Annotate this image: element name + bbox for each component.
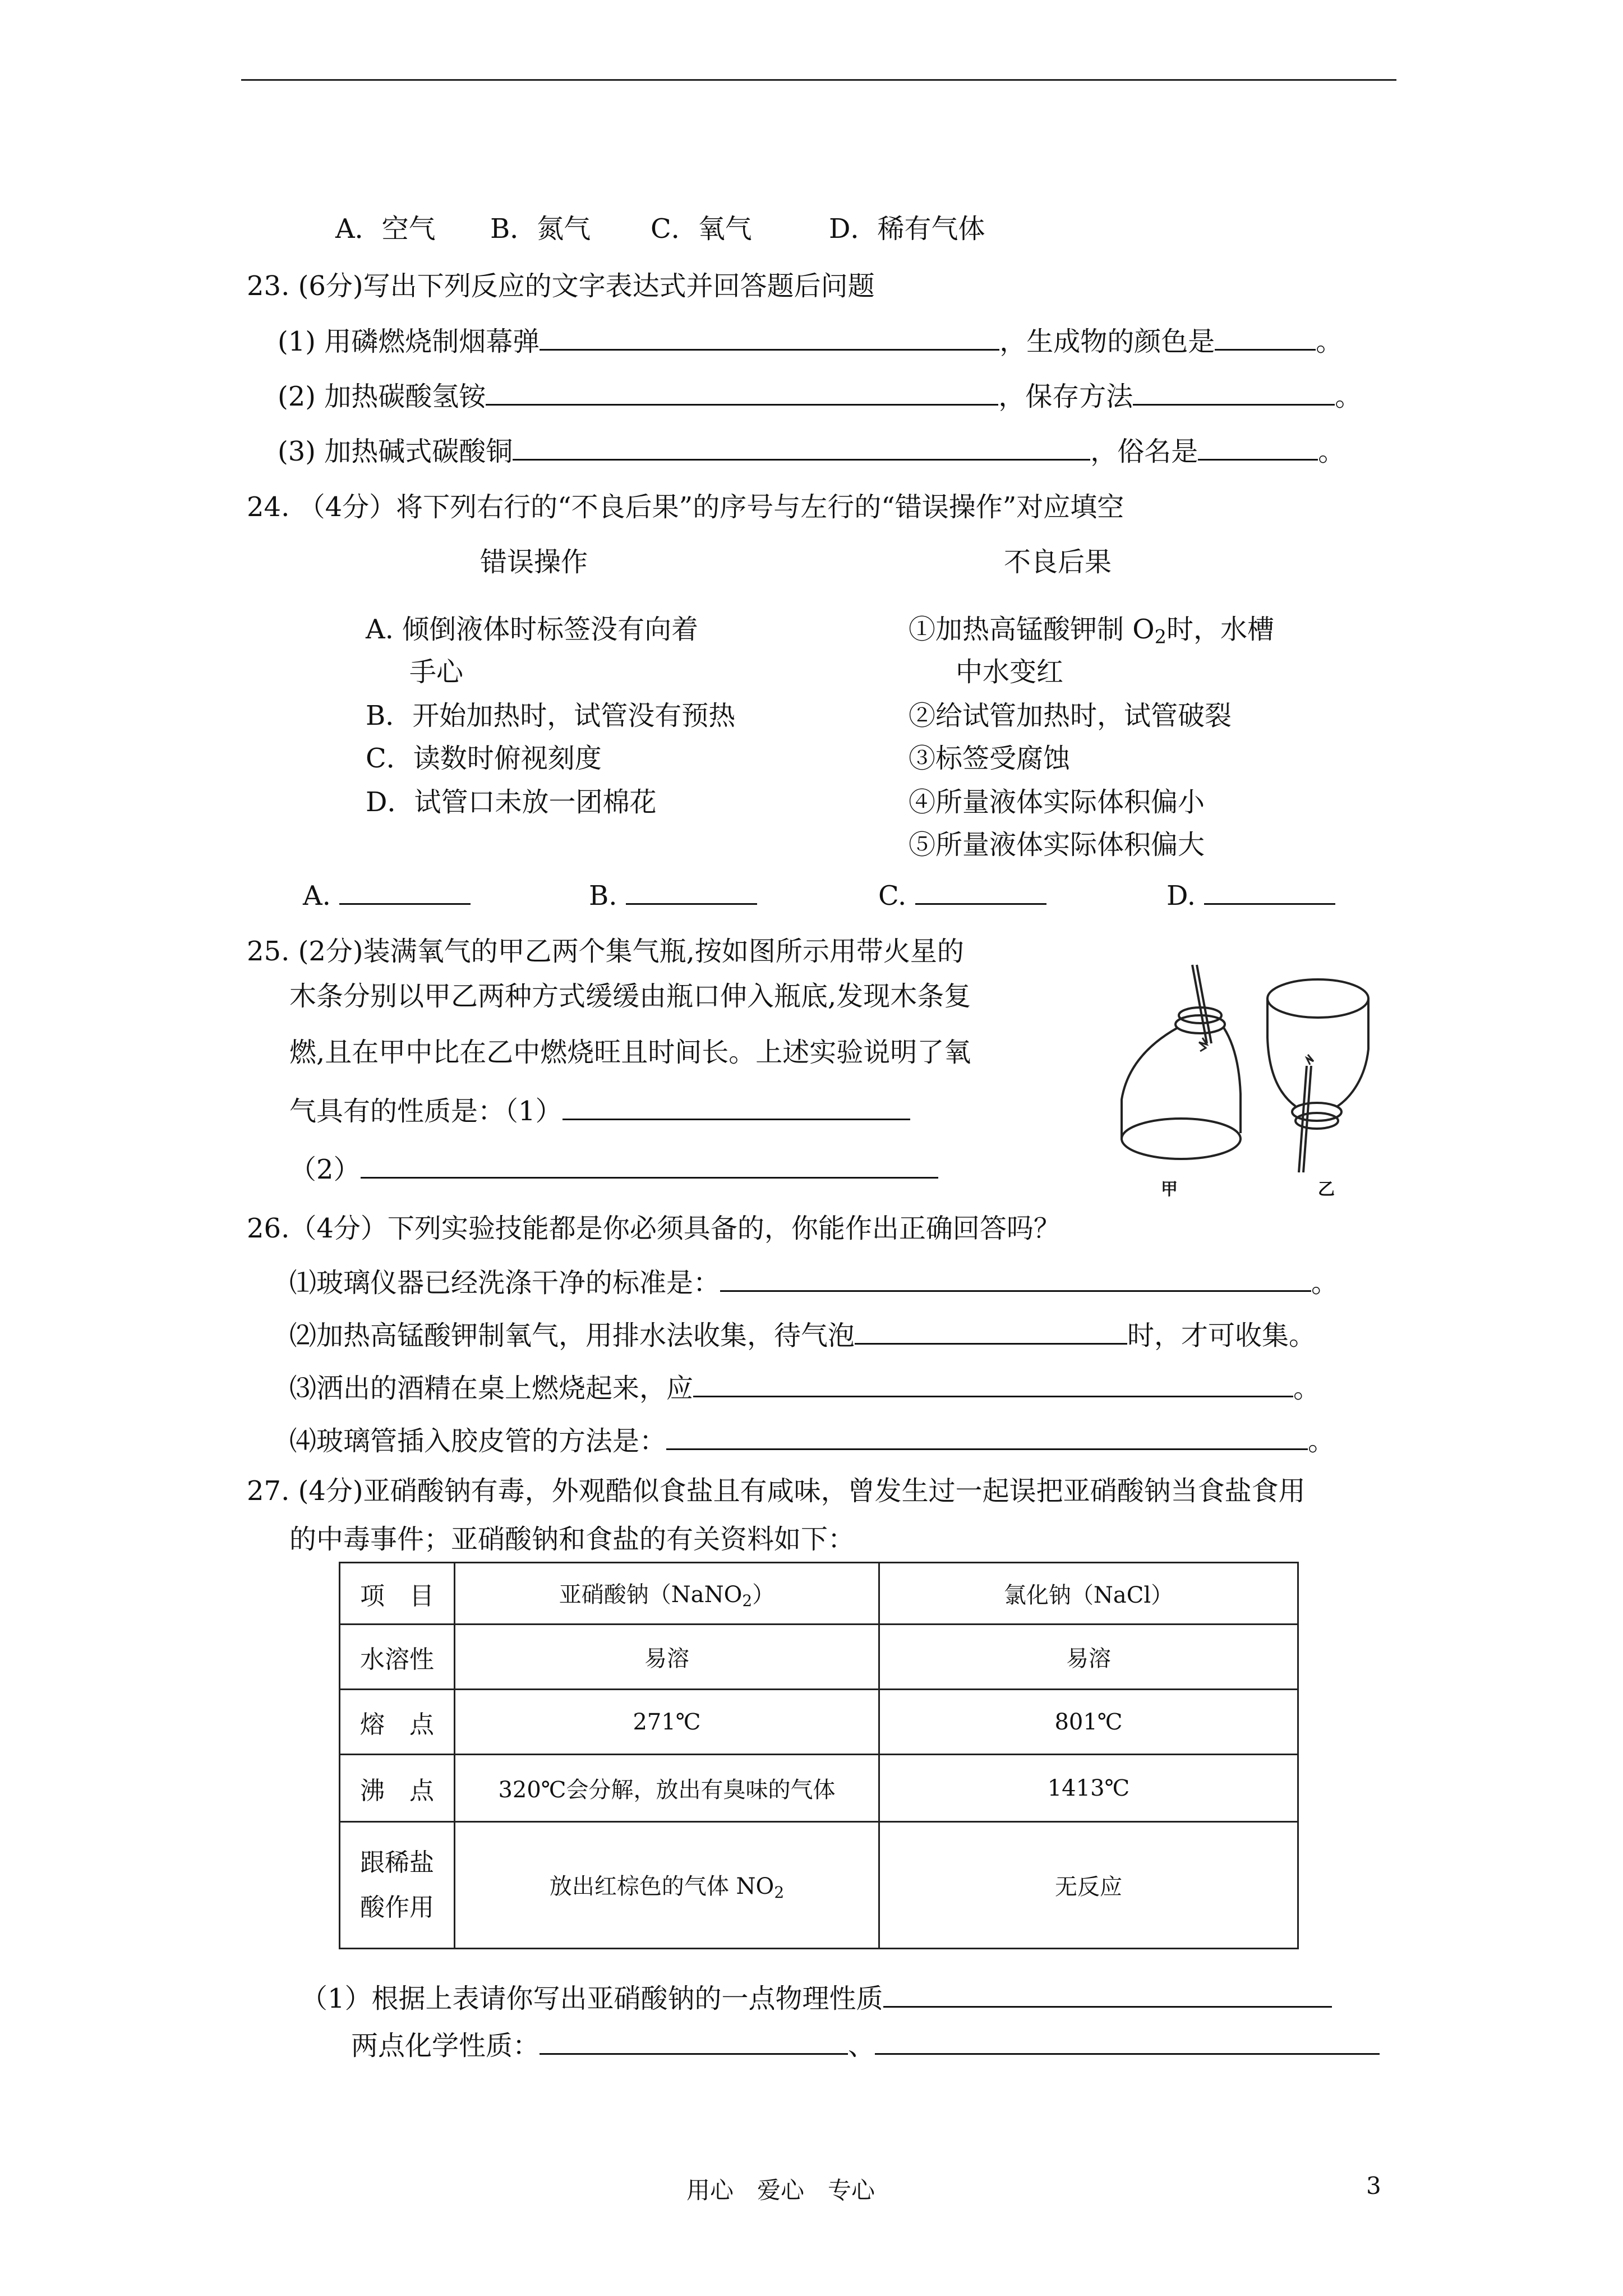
answer-blank[interactable] — [720, 1264, 1311, 1292]
answer-blank[interactable] — [1204, 877, 1335, 905]
q24-stem: 24. （4分）将下列右行的“不良后果”的序号与左行的“错误操作”对应填空 — [247, 491, 1124, 523]
answer-blank[interactable] — [540, 2027, 848, 2055]
table-row — [340, 1690, 1298, 1755]
footer-motto: 用心 爱心 专心 — [686, 2177, 875, 2204]
q22-option-d: D．稀有气体 — [829, 213, 985, 245]
answer-blank[interactable] — [562, 1093, 910, 1120]
q23-item-1: (1) 用磷燃烧制烟幕弹 ，生成物的颜色是 。 — [278, 323, 1343, 360]
answer-blank[interactable] — [1133, 378, 1335, 406]
table-cell: 271℃ — [455, 1690, 879, 1755]
q26-stem: 26.（4分）下列实验技能都是你必须具备的，你能作出正确回答吗？ — [247, 1213, 1061, 1244]
q24-right-header: 不良后果 — [1004, 546, 1112, 578]
q25-line: 气具有的性质是：（1） — [289, 1093, 910, 1129]
table-cell: 氯化钠（NaCl） — [879, 1563, 1298, 1625]
q27-line: 27. (4分)亚硝酸钠有毒，外观酷似食盐且有咸味，曾发生过一起误把亚硝酸钠当食盐食用 — [247, 1475, 1306, 1507]
q24-left-item: A. 倾倒液体时标签没有向着 — [366, 614, 699, 645]
table-cell: 易溶 — [879, 1625, 1298, 1690]
table-cell: 沸 点 — [340, 1755, 455, 1822]
answer-blank[interactable] — [1198, 433, 1318, 461]
table-cell: 320℃会分解，放出有臭味的气体 — [455, 1755, 879, 1822]
answer-blank[interactable] — [855, 1317, 1127, 1345]
answer-blank[interactable] — [626, 877, 757, 905]
q25-line: 25. (2分)装满氧气的甲乙两个集气瓶,按如图所示用带火星的 — [247, 936, 964, 967]
q26-item-3: ⑶洒出的酒精在桌上燃烧起来，应 。 — [289, 1370, 1320, 1406]
q22-option-a: A．空气 — [335, 213, 436, 245]
table-row — [340, 1625, 1298, 1690]
table-cell: 易溶 — [455, 1625, 879, 1690]
gas-jar-left — [1122, 965, 1241, 1159]
q24-right-item: ①加热高锰酸钾制 $O_2$时，水槽 — [909, 614, 1275, 648]
table-cell: 1413℃ — [879, 1755, 1298, 1822]
q24-right-item: ②给试管加热时，试管破裂 — [909, 700, 1232, 731]
q24-left-item: B．开始加热时，试管没有预热 — [366, 700, 736, 731]
nitrite-salt-table — [339, 1562, 1299, 1949]
answer-blank[interactable] — [693, 1370, 1293, 1397]
table-cell: 项 目 — [340, 1563, 455, 1625]
q26-item-1: ⑴玻璃仪器已经洗涤干净的标准是： 。 — [289, 1264, 1338, 1301]
figure-label-yi: 乙 — [1318, 1180, 1335, 1199]
q22-option-c: C．氧气 — [651, 213, 752, 245]
q22-option-b: B．氮气 — [490, 213, 591, 245]
table-row — [340, 1822, 1298, 1949]
answer-blank[interactable] — [540, 323, 999, 351]
answer-blank[interactable] — [513, 433, 1090, 461]
q27-sub1: （1）根据上表请你写出亚硝酸钠的一点物理性质 — [301, 1980, 1332, 2017]
table-cell: 无反应 — [879, 1822, 1298, 1949]
table-row — [340, 1563, 1298, 1625]
table-cell: 放出红棕色的气体 $NO_2$ — [455, 1822, 879, 1949]
q24-right-item: ③标签受腐蚀 — [909, 743, 1071, 774]
answer-blank[interactable] — [1215, 323, 1316, 351]
answer-blank[interactable] — [666, 1423, 1308, 1450]
q24-right-item: 中水变红 — [956, 656, 1064, 688]
q24-answer-c: C. — [878, 877, 1046, 914]
q24-right-item: ⑤所量液体实际体积偏大 — [909, 829, 1205, 861]
answer-blank[interactable] — [875, 2027, 1380, 2055]
answer-blank[interactable] — [915, 877, 1046, 905]
q24-answer-d: D. — [1166, 877, 1335, 914]
q26-item-2: ⑵加热高锰酸钾制氧气，用排水法收集，待气泡 时，才可收集。 — [289, 1317, 1316, 1354]
q27-line: 的中毒事件；亚硝酸钠和食盐的有关资料如下： — [289, 1524, 855, 1555]
q24-answer-b: B. — [589, 877, 757, 914]
q26-item-4: ⑷玻璃管插入胶皮管的方法是： 。 — [289, 1423, 1335, 1459]
figure-label-jia: 甲 — [1161, 1180, 1178, 1199]
table-row — [340, 1755, 1298, 1822]
answer-blank[interactable] — [361, 1151, 938, 1179]
header-rule — [241, 79, 1396, 81]
gas-jar-right — [1267, 979, 1368, 1172]
table-cell: 水溶性 — [340, 1625, 455, 1690]
q25-line: （2） — [289, 1151, 938, 1188]
q24-left-item: 手心 — [409, 656, 464, 688]
q23-item-3: (3) 加热碱式碳酸铜 ，俗名是 。 — [278, 433, 1345, 470]
table-cell: 亚硝酸钠（NaNO$_2$） — [455, 1563, 879, 1625]
answer-blank[interactable] — [486, 378, 998, 406]
q24-answer-a: A. — [303, 877, 471, 914]
q23-item-2: (2) 加热碳酸氢铵 ，保存方法 。 — [278, 378, 1362, 415]
q25-line: 木条分别以甲乙两种方式缓缓由瓶口伸入瓶底,发现木条复 — [289, 981, 971, 1012]
table-cell: 熔 点 — [340, 1690, 455, 1755]
answer-blank[interactable] — [339, 877, 471, 905]
table-cell: 801℃ — [879, 1690, 1298, 1755]
q24-left-header: 错误操作 — [480, 546, 588, 578]
q24-left-item: D．试管口未放一团棉花 — [366, 786, 657, 818]
q27-sub2: 两点化学性质： 、 — [351, 2027, 1380, 2064]
q23-stem: 23. (6分)写出下列反应的文字表达式并回答题后问题 — [247, 270, 875, 302]
q24-right-item: ④所量液体实际体积偏小 — [909, 786, 1205, 818]
q24-left-item: C．读数时俯视刻度 — [366, 743, 602, 774]
answer-blank[interactable] — [883, 1980, 1332, 2008]
gas-jar-figure — [1082, 954, 1385, 1203]
table-cell: 跟稀盐 酸作用 — [340, 1822, 455, 1949]
page-number: 3 — [1366, 2172, 1381, 2200]
q25-line: 燃,且在甲中比在乙中燃烧旺且时间长。上述实验说明了氧 — [289, 1037, 971, 1068]
